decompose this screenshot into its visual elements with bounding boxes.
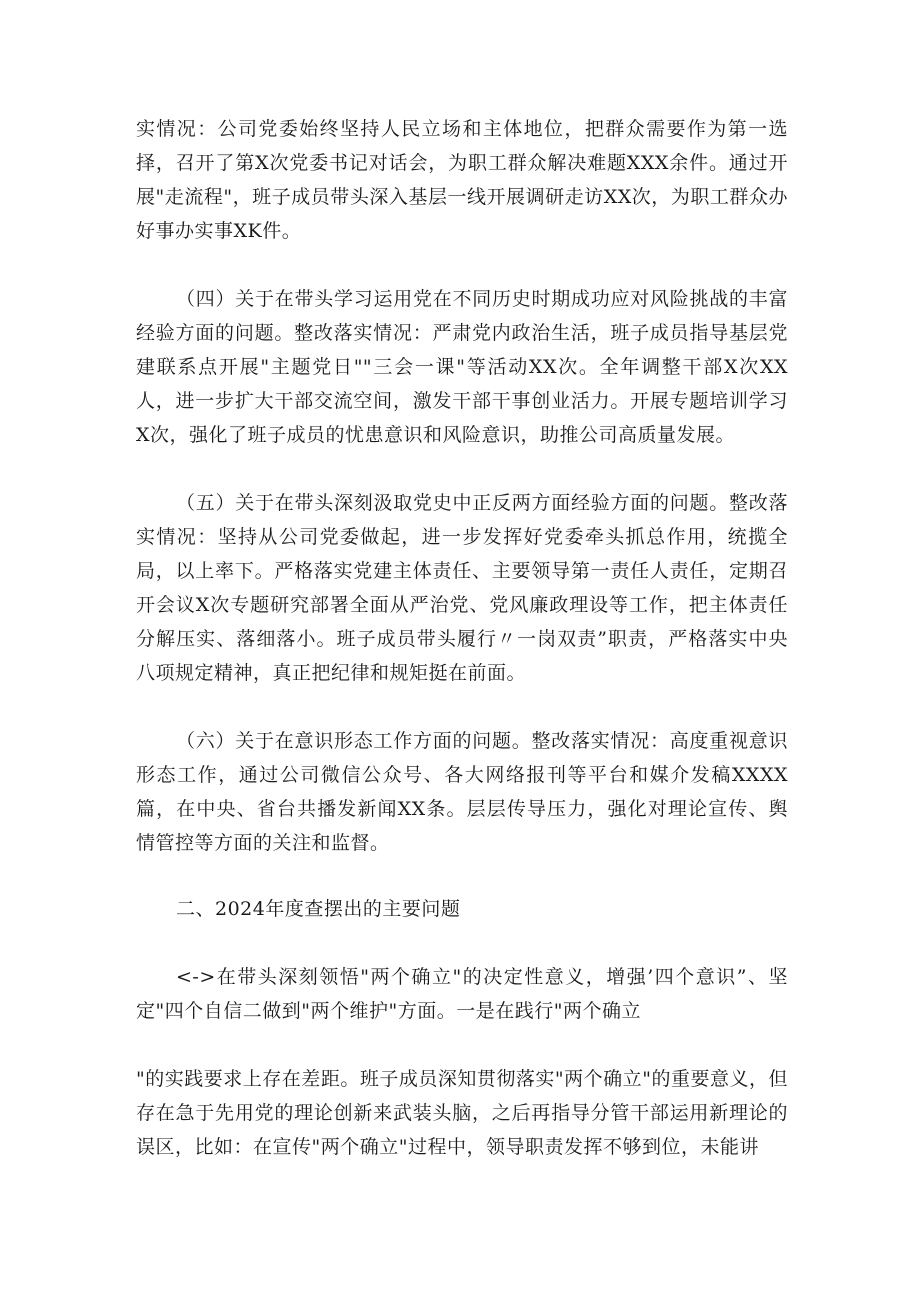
- paragraph-section-five: （五）关于在带头深刻汲取党史中正反两方面经验方面的问题。整改落实情况：坚持从公司党委做起，进一步发挥好党委牵头抓总作用，统揽全局，以上率下。严格落实党建主体责任、主要领导第一责任人责任，定期召开会议X次专题研究部署全面从严治党、党风廉政理设等工作，把主体责任分解压实、落细落小。班子成员带头履行〃一岗双责”职责，严格落实中央八项规定精神，真正把纪律和规矩挺在前面。: [136, 492, 788, 684]
- paragraph-problem-one: <->在带头深刻领悟"两个确立"的决定性意义，增强’四个意识”、坚定"四个自信二做到"两个维护"方面。一是在践行"两个确立: [136, 966, 788, 1022]
- paragraph-section-six: （六）关于在意识形态工作方面的问题。整改落实情况：高度重视意识形态工作，通过公司微信公众号、各大网络报刊等平台和媒介发稿XXXX篇，在中央、省台共播发新闻XX条。层层传导压力，强化对理论宣传、舆情管控等方面的关注和监督。: [136, 730, 788, 854]
- paragraph-problem-one-continued: "的实践要求上存在差距。班子成员深知贯彻落实"两个确立"的重要意义，但存在急于先用党的理论创新来武装头脑，之后再指导分管干部运用新理论的误区，比如：在宣传"两个确立"过程中，领导职责发挥不够到位，未能讲: [136, 1068, 788, 1158]
- paragraph-continuation: 实情况：公司党委始终坚持人民立场和主体地位，把群众需要作为第一选择，召开了第X次党委书记对话会，为职工群众解决难题XXX余件。通过开展"走流程"，班子成员带头深入基层一线开展调研走访XX次，为职工群众办好事办实事XK件。: [136, 118, 788, 242]
- paragraph-section-four: （四）关于在带头学习运用党在不同历史时期成功应对风险挑战的丰富经验方面的问题。整改落实情况：严肃党内政治生活，班子成员指导基层党建联系点开展"主题党日""三会一课"等活动XX次。全年调整干部X次XX人，进一步扩大干部交流空间，激发干部干事创业活力。开展专题培训学习X次，强化了班子成员的忧患意识和风险意识，助推公司高质量发展。: [136, 288, 788, 446]
- section-heading: 二、2024年度查摆出的主要问题: [176, 898, 461, 920]
